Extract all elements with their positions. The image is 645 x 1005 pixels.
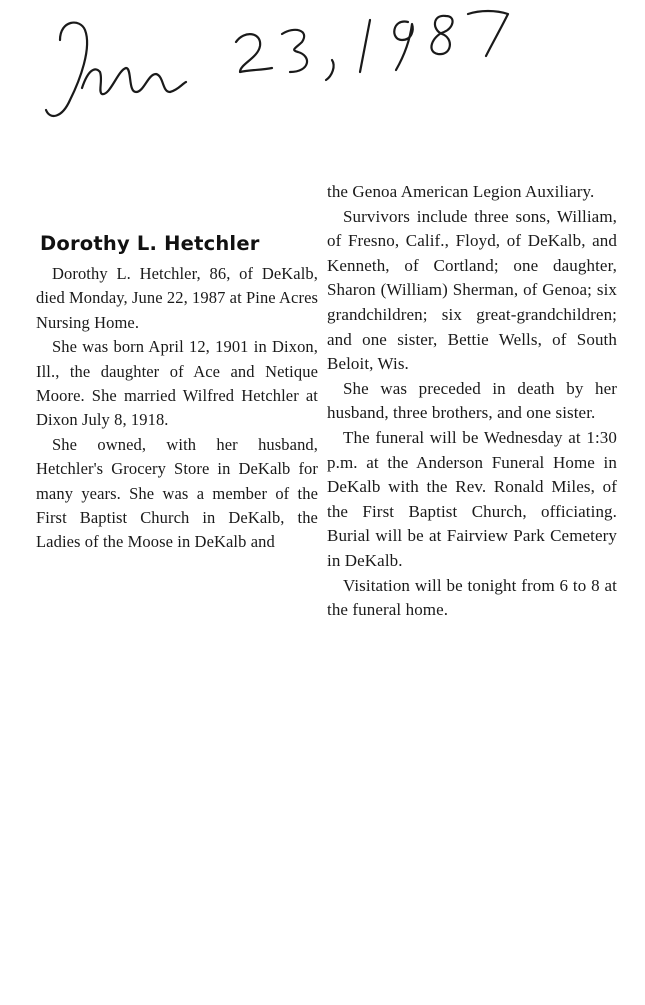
right-column (327, 180, 617, 623)
obituary-headline: Dorothy L. Hetchler (40, 232, 260, 255)
obit-paragraph: Dorothy L. Hetchler, 86, of DeKalb, died Monday, June 22, 1987 at Pine Acres Nursing Home. (36, 264, 319, 332)
handwritten-date (40, 0, 540, 135)
obit-paragraph-continued: the Genoa American Legion Auxiliary. (327, 182, 595, 201)
obit-paragraph: The funeral will be Wednesday at 1:30 p.m. at the Anderson Funeral Home in DeKalb with the Rev. Ronald Miles, of the First Baptist Church, officiating. Burial will be at Fairview Park Cemetery in DeKalb. (327, 427, 617, 570)
obit-paragraph: She was born April 12, 1901 in Dixon, Ill., the daughter of Ace and Netique Moore. She married Wilfred Hetchler at Dixon July 8, 1918. (36, 337, 318, 430)
obit-paragraph: She was preceded in death by her husband, three brothers, and one sister. (327, 378, 617, 423)
obit-paragraph: Survivors include three sons, William, of Fresno, Calif., Floyd, of DeKalb, and Kenneth, of Cortland; one daughter, Sharon (William) Sherman, of Genoa; six grandchildren; six great-grandchildren; and one sister, Bettie Wells, of South Beloit, Wis. (327, 206, 617, 374)
left-column (36, 262, 318, 555)
handwritten-date-ink (40, 0, 540, 135)
obit-paragraph: She owned, with her husband, Hetchler's Grocery Store in DeKalb for many years. She was a member of the First Baptist Church in DeKalb, the Ladies of the Moose in DeKalb and (36, 434, 318, 552)
obit-paragraph: Visitation will be tonight from 6 to 8 at the funeral home. (327, 575, 617, 620)
